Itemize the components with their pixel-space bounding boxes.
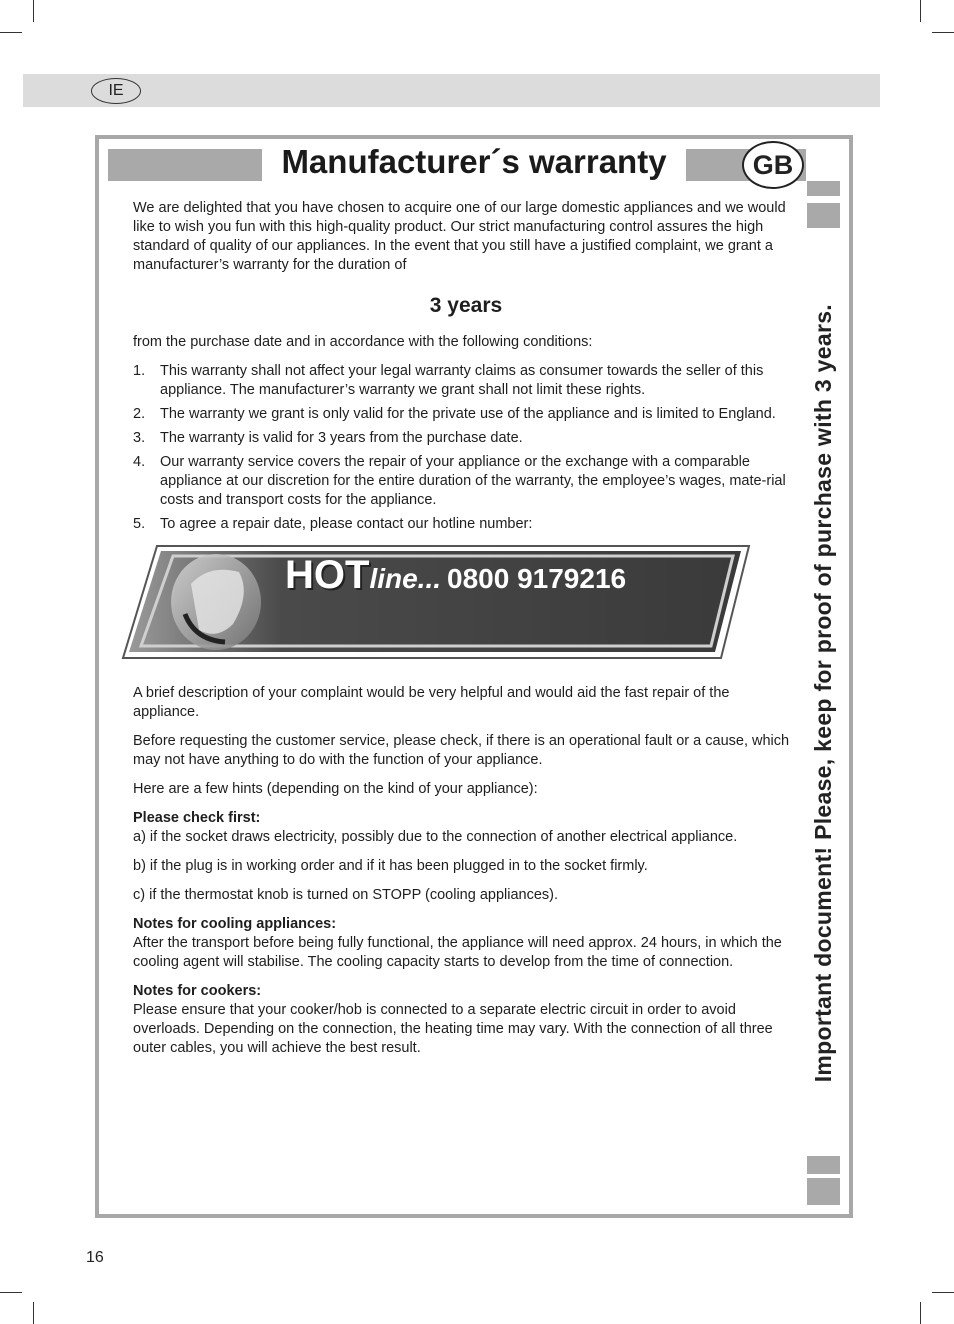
list-item: 1. This warranty shall not affect your legal warranty claims as consumer towards the seller of this appliance. The manufacturer’s warranty we grant shall not limit these rights. [133, 363, 764, 398]
check-first-c: c) if the thermostat knob is turned on STOPP (cooling appliances). [133, 887, 559, 903]
title-bar-decoration [108, 149, 262, 181]
crop-mark [0, 32, 22, 33]
intro-paragraph: We are delighted that you have chosen to acquire one of our large domestic appliances and we would like to wish you fun with this high-quality product. Our strict manufacturing control assures the high standard of quality of our appliances. In the event that you still have a justified complaint, we grant a manufacturer’s warranty for the duration of [133, 200, 786, 273]
crop-mark [920, 1302, 921, 1324]
crop-mark [920, 0, 921, 22]
cooker-notes-text: Please ensure that your cooker/hob is connected to a separate electric circuit in order to avoid overloads. Depending on the connection, the heating time may vary. With the connection of all three outer cables, you will achieve the best result. [133, 1002, 773, 1056]
language-badge: IE [91, 78, 141, 104]
country-badge: GB [742, 141, 804, 189]
list-item: 2. The warranty we grant is only valid for the private use of the appliance and is limited to England. [133, 406, 776, 422]
side-note [807, 236, 840, 1150]
cooling-notes-section [133, 915, 799, 972]
hotline-line: line... [369, 563, 442, 594]
description-note: A brief description of your complaint would be very helpful and would aid the fast repair of the appliance. [133, 685, 730, 720]
side-block [807, 203, 840, 228]
check-note: Before requesting the customer service, please check, if there is an operational fault or a cause, which may not have anything to do with the function of your appliance. [133, 733, 790, 768]
crop-mark [0, 1292, 22, 1293]
header-band [23, 74, 880, 107]
side-note-text: Important document! Please, keep for proof of purchase with 3 years. [810, 303, 836, 1083]
hints-intro: Here are a few hints (depending on the kind of your appliance): [133, 781, 538, 797]
cooker-notes-heading: Notes for cookers: [133, 983, 262, 999]
hotline-hot: HOT [285, 553, 370, 597]
cooling-notes-text: After the transport before being fully functional, the appliance will need approx. 24 hours, in which the cooling agent will stabilise. The cooling capacity starts to develop from the time of connection. [133, 935, 782, 970]
page-number: 16 [86, 1249, 104, 1266]
side-block [807, 1178, 840, 1205]
check-first-section [133, 809, 799, 847]
check-first-heading: Please check first: [133, 810, 261, 826]
side-block [807, 1156, 840, 1174]
list-item: 5. To agree a repair date, please contact our hotline number: [133, 516, 533, 532]
crop-mark [932, 32, 954, 33]
conditions-intro: from the purchase date and in accordance with the following conditions: [133, 334, 593, 350]
list-item: 3. The warranty is valid for 3 years from the purchase date. [133, 430, 523, 446]
warranty-content [133, 199, 799, 1068]
page-title: Manufacturer´s warranty [281, 143, 667, 180]
hotline-banner [121, 544, 751, 662]
cooling-notes-heading: Notes for cooling appliances: [133, 916, 337, 932]
cooker-notes-section [133, 982, 799, 1058]
conditions-list [133, 362, 799, 534]
check-first-b: b) if the plug is in working order and if it has been plugged in to the socket firmly. [133, 858, 648, 874]
check-first-a: a) if the socket draws electricity, possibly due to the connection of another electrical appliance. [133, 829, 738, 845]
hotline-text [285, 553, 627, 597]
list-item: 4. Our warranty service covers the repair of your appliance or the exchange with a comparable appliance at our discretion for the entire duration of the warranty, the employee’s wages, mate-rial costs and transport costs for the appliance. [133, 454, 786, 508]
side-block [807, 181, 840, 196]
crop-mark [33, 1302, 34, 1324]
hotline-number: 0800 9179216 [447, 563, 627, 594]
warranty-duration: 3 years [429, 294, 503, 317]
hotline-banner-graphic [121, 544, 751, 662]
crop-mark [33, 0, 34, 22]
crop-mark [932, 1292, 954, 1293]
